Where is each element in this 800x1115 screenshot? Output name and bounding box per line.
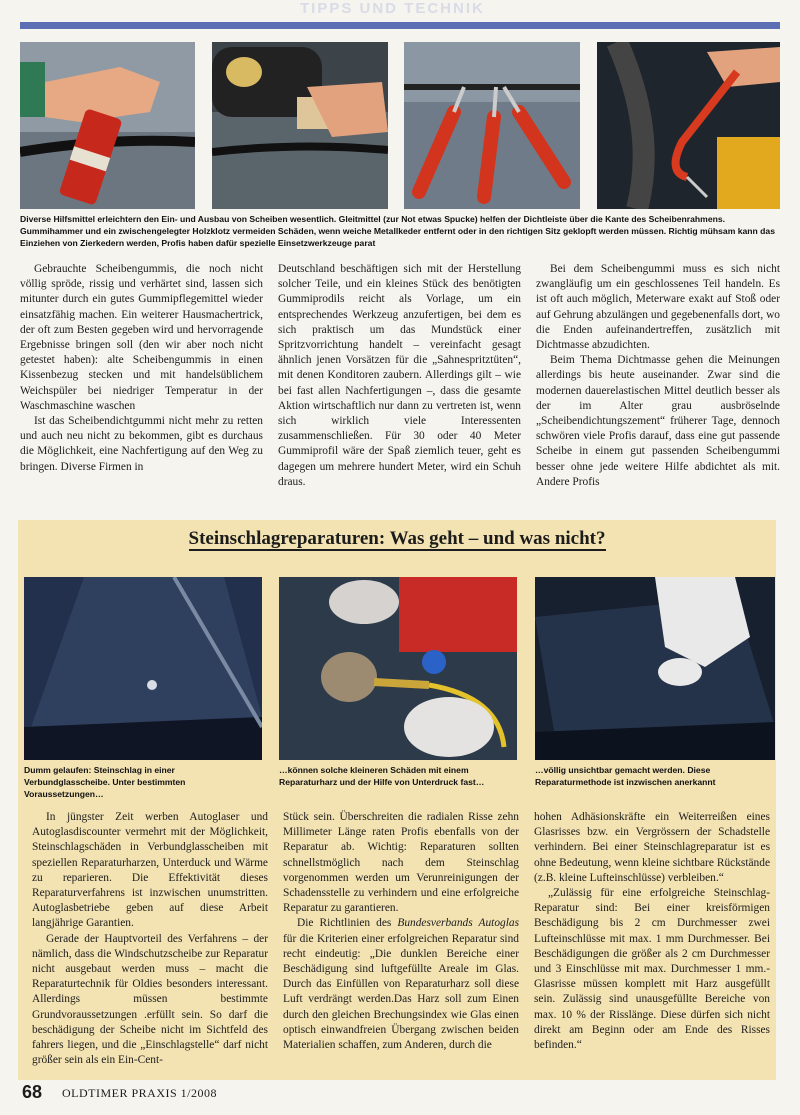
magazine-issue: OLDTIMER PRAXIS 1/2008 xyxy=(62,1086,218,1100)
paragraph xyxy=(283,916,519,1053)
photo-resin-repair xyxy=(279,577,517,760)
article-top-column-3 xyxy=(536,262,780,490)
article-top-column-1 xyxy=(20,262,263,475)
photo-repaired-glass xyxy=(535,577,775,760)
article-top-column-2 xyxy=(278,262,521,490)
info-box-title xyxy=(18,528,776,550)
association-name: Bundesverbands Autoglas xyxy=(397,917,519,930)
paragraph: Gerade der Hauptvorteil des Verfahrens – der nämlich, dass die Windschutzscheibe zur Reparatur nicht ausgebaut werden muss – macht die Reparaturtechnik für Oldies besonders interessant. Allerdings müssen bestimmte Grundvoraussetzungen .erfüllt sein. So darf die beschädigung der Scheibe nicht im Sichtfeld des fahrers liegen, und die „Einschlagstelle“ darf nicht größer sein als ein Ein-Cent- xyxy=(32,932,268,1067)
photo-lubricant-spray xyxy=(20,42,195,209)
top-rule xyxy=(20,22,780,29)
paragraph: Deutschland beschäftigen sich mit der Herstellung solcher Teile, und ein kleines Stück des benötigten Gummiprodils reicht als Vorlage, um ein entsprechendes Werkzeug anzufertigen, bei dem es sich praktisch um das Mundstück einer Spritzvorrichtung handelt – vereinfacht gesagt ähnlich jenen Vorsätzen für die „Sahnespritztüten“, mit denen Konditoren zaubern. Allerdings gilt – wie bei fast allen Nachfertigungen –, dass die gesamte Aktion wirtschaftlich nur dann zu vertreten ist, wenn sich wirklich viele Interessenten zusammenschließen. Für 30 oder 40 Meter Gummiprofil wäre der Spaß ziemlich teuer, geht es dagegen um mehrere hundert Meter, wird ein Schuh draus. xyxy=(278,263,521,488)
box-caption-3: …völlig unsichtbar gemacht werden. Diese Reparaturmethode ist inzwischen anerkannt xyxy=(535,765,716,787)
page-number: 68 xyxy=(22,1082,43,1102)
running-header: TIPPS UND TECHNIK xyxy=(300,0,485,17)
box-column-1 xyxy=(32,810,268,1068)
paragraph: hohen Adhäsionskräfte ein Weiterreißen eines Glasrisses bzw. ein Vergrössern der Schadstelle verhindern. Bei einer Steinschlagreparatur ist es ohne Bedeutung, wenn kleine sichtbare Rückstände (z.B. kleine Lufteinschlüsse) verbleiben.“ xyxy=(534,811,770,884)
photo-trim-tool xyxy=(597,42,780,209)
text-run: Die Richtlinien des xyxy=(297,917,398,930)
paragraph: Gebrauchte Scheibengummis, die noch nicht völlig spröde, rissig und verhärtet sind, lassen sich mitunter durch ein gutes Gummipflegemittel wieder einsatzfähig machen. Ein weiterer Hausmachertrick, der oft zum Besten gegeben wird und hervorragende Ergebnisse bringen soll (den wir aber noch nicht getestet haben): alte Scheibengummis in einen Kissenbezug stecken und mit handelsüblichem Weichspüler bei niedriger Temperatur in der Waschmaschine waschen xyxy=(20,263,263,412)
photo-stone-chip xyxy=(24,577,262,760)
info-box-title-text: Steinschlagreparaturen: Was geht – und was nicht? xyxy=(188,528,606,549)
photo-rubber-mallet xyxy=(212,42,388,209)
box-column-3 xyxy=(534,810,770,1053)
photo-insertion-tools xyxy=(404,42,580,209)
text-run: für die Kriterien einer erfolgreichen Reparatur sind recht eindeutig: „Die dunklen Bereiche einer Beschädigung sind luftgefüllte Areale im Glas. Durch das Einfüllen von Reparaturharz soll diese Luft verdrängt werden.Das Harz soll zum Einen durch den gleichen Brechungsindex wie Glas einen optisch einwandfreien Übergang zwischen beiden Materialien schaffen, zum Anderen, durch die xyxy=(283,932,519,1052)
box-column-2 xyxy=(283,810,519,1053)
paragraph: Bei dem Scheibengummi muss es sich nicht zwangläufig um ein geschlossenes Teil handeln. Es ist oft auch möglich, Meterware exakt auf Stoß oder auf Gehrung abzulängen und gegebenenfalls dort, wo die Enden aufeinandertreffen, zusätzlich mit Dichtmasse abzudichten. xyxy=(536,263,780,352)
top-photo-caption: Diverse Hilfsmittel erleichtern den Ein- und Ausbau von Scheiben wesentlich. Gleitmittel (zur Not etwas Spucke) helfen der Dichtleiste über die Kante des Scheibenrahmens. Gummihammer und ein zwischengelegter Holzklotz vermeiden Schäden, wenn weiche Metallkeder entfernt oder in den richtigen Sitz geklopft werden müssen. Richtig mühsam kann das Einziehen von Zierkedern werden, Profis haben dafür spezielle Einsetzwerkzeuge parat xyxy=(20,214,775,248)
paragraph: „Zulässig für eine erfolgreiche Steinschlag-Reparatur sind: Bei einer kreisförmigen Beschädigung bis 2 cm Durchmesser zwei Lufteinschlüsse mit max. 1 mm Durchmesser. Bei Beschädigungen die größer als 2 cm Durchmesser und 3 Einschlüsse mit max. Durchmesser 1 mm.- Glasrisse müssen komplett mit Harz ausgefüllt sein. Zulässig sind unausgefüllte Bereiche von max. 10 % der Risslänge. Diese dürfen sich nicht direkt am Beginn oder am Ende des Risses befinden.“ xyxy=(534,887,770,1052)
box-caption-2: …können solche kleineren Schäden mit einem Reparaturharz und der Hilfe von Unterdruck fast… xyxy=(279,765,485,787)
paragraph: Stück sein. Überschreiten die radialen Risse zehn Millimeter Länge raten Profis ebenfalls von der Reparatur ab. Wichtig: Reparaturen sollten schnellstmöglich nach dem Steinschlag vorgenommen werden um Verunreinigungen der Schadensstelle zu verhindern und eine erfolgreiche Reparatur zu garantieren. xyxy=(283,811,519,915)
box-caption-1: Dumm gelaufen: Steinschlag in einer Verbundglasscheibe. Unter bestimmten Voraussetzungen… xyxy=(24,765,186,799)
paragraph: In jüngster Zeit werben Autoglaser und Autoglasdiscounter vermehrt mit der Möglichkeit, Steinschlagschäden in Verbundglasscheiben mit speziellen Reparaturharzen, Unterduck und Wärme zu reparieren. Die Effektivität dieses Reparaturverfahrens ist inzwischen unumstritten. Autoglasbetriebe geben auf diese Arbeit langjährige Garantien. xyxy=(32,811,268,930)
paragraph: Beim Thema Dichtmasse gehen die Meinungen allerdings bis heute auseinander. Zwar sind die modernen dauerelastischen Mittel deutlich besser als der im Alter grau ausbröselnde „Scheibendichtungszement“ früherer Tage, dennoch schwören viele Profis darauf, dass eine gut passende Scheibe in einem gut passenden Scheibengummi besser ohne jede weitere Hilfe abdichtet als mit. Andere Profis xyxy=(536,354,780,488)
paragraph: Ist das Scheibendichtgummi nicht mehr zu retten und auch neu nicht zu bekommen, gibt es durchaus die Möglichkeit, eine Nachfertigung auf den Weg zu bringen. Diverse Firmen in xyxy=(20,415,263,473)
